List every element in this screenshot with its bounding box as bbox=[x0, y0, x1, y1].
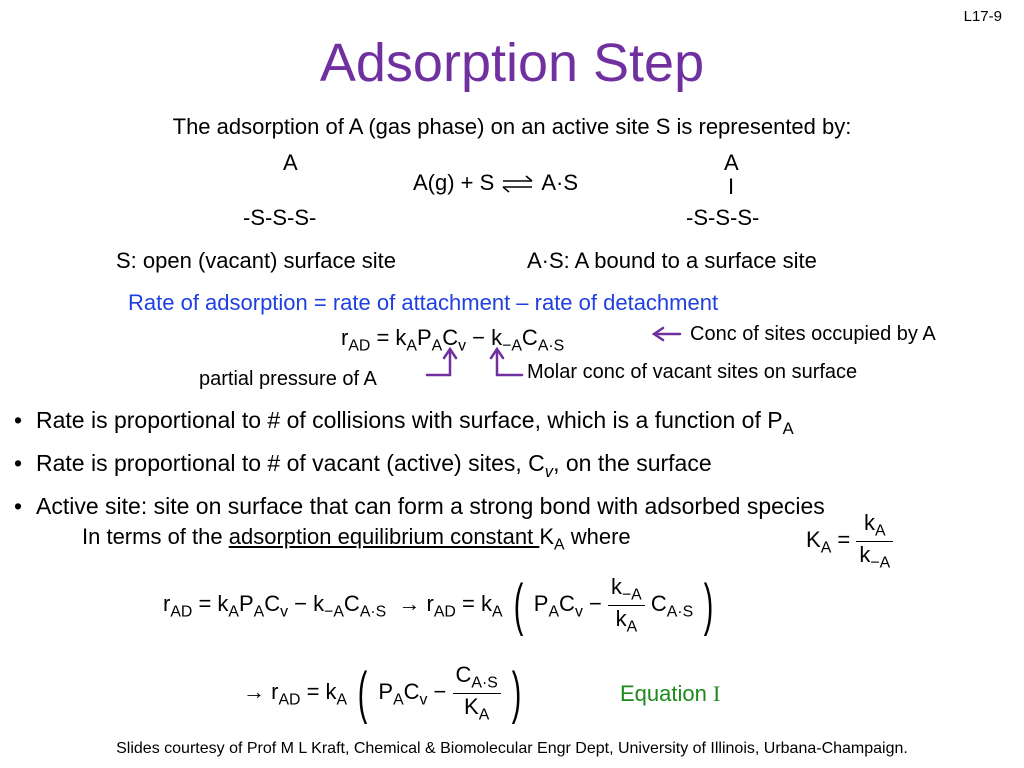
k-minus-subscript: −A bbox=[502, 337, 522, 355]
annotation-occupied: Conc of sites occupied by A bbox=[690, 323, 936, 345]
ka-fraction bbox=[856, 510, 893, 572]
arrow-occupied-icon bbox=[654, 328, 680, 340]
equation-label-text: Equation bbox=[620, 681, 707, 706]
ka-def-subscript: A bbox=[820, 539, 832, 557]
bullet-vacant-sites bbox=[14, 446, 825, 489]
pressure-subscript: A bbox=[431, 337, 443, 355]
arrow-partial-pressure-icon bbox=[427, 349, 456, 375]
rate-subscript: AD bbox=[348, 337, 371, 355]
equilibrium-pre: In terms of the bbox=[82, 524, 229, 549]
bullet-active-site: • Active site: site on surface that can form a strong bond with adsorbed species bbox=[14, 489, 825, 524]
equation-numeral: I bbox=[712, 681, 721, 706]
equation-label bbox=[620, 681, 720, 707]
equals-k: = k bbox=[370, 325, 407, 350]
reaction-lhs: A(g) + S bbox=[413, 170, 495, 195]
bullet-vacant-subscript: v bbox=[544, 461, 554, 481]
ka-subscript: A bbox=[406, 337, 417, 355]
bullet-vacant-text: Rate is proportional to # of vacant (active) sites, C bbox=[36, 449, 545, 476]
ka-den-subscript: −A bbox=[870, 554, 891, 572]
cv-subscript: v bbox=[458, 337, 467, 355]
ka-num-subscript: A bbox=[874, 522, 886, 540]
slide-number: L17-9 bbox=[963, 8, 1002, 25]
ka-symbol-subscript: A bbox=[554, 536, 565, 554]
cas-symbol: C bbox=[521, 325, 538, 350]
ka-def-equals: = bbox=[831, 526, 857, 552]
bullet-collisions bbox=[14, 403, 825, 446]
minus-k: − k bbox=[466, 325, 503, 350]
annotation-partial-pressure: partial pressure of A bbox=[199, 368, 377, 390]
intro-text: The adsorption of A (gas phase) on an active site S is represented by: bbox=[172, 114, 852, 139]
ka-den: k bbox=[859, 541, 871, 567]
bullet-collisions-subscript: A bbox=[782, 418, 794, 438]
equilibrium-term: adsorption equilibrium constant bbox=[228, 524, 540, 549]
arrow-vacant-sites-icon bbox=[491, 349, 522, 375]
annotation-vacant-sites: Molar conc of vacant sites on surface bbox=[527, 361, 858, 383]
left-site-adsorbate: A bbox=[283, 150, 298, 175]
left-site-surface: -S-S-S- bbox=[243, 205, 317, 230]
definition-open-site: S: open (vacant) surface site bbox=[116, 248, 397, 273]
cas-subscript: A·S bbox=[537, 337, 565, 355]
ka-def-symbol: K bbox=[806, 526, 821, 552]
reaction-rhs: A·S bbox=[541, 170, 579, 195]
bullet-list bbox=[14, 403, 825, 524]
pressure-symbol: P bbox=[416, 325, 432, 350]
right-site-bond: I bbox=[728, 174, 735, 199]
cv-symbol: C bbox=[442, 325, 459, 350]
equilibrium-statement bbox=[82, 524, 631, 555]
footer-credit: Slides courtesy of Prof M L Kraft, Chemical & Biomolecular Engr Dept, University of Illinois, Urbana-Champaign. bbox=[116, 740, 908, 757]
ka-num: k bbox=[863, 510, 875, 535]
derivation-line-2: → $r_{AD} = k_A$ ( $P_AC_v$ − $\frac{C_{A\cdot S}}{K_A}$ ) bbox=[243, 661, 522, 726]
equilibrium-where: where bbox=[564, 524, 631, 549]
rate-symbol: r bbox=[341, 325, 349, 350]
derivation-line-1: $r_{AD} = k_AP_AC_v - k_{-A}C_{A\cdot S} \to r_{AD} = k_A$ ( $P_AC_v$ − $\frac{k_{-A}}{k_A}$ $C_{A\cdot S}$ ) bbox=[163, 573, 714, 638]
ka-definition bbox=[806, 510, 893, 572]
ka-symbol: K bbox=[539, 524, 555, 549]
bullet-vacant-text-end: , on the surface bbox=[553, 449, 712, 476]
right-site-adsorbate: A bbox=[724, 150, 739, 175]
slide-title: Adsorption Step bbox=[319, 33, 705, 93]
right-site-surface: -S-S-S- bbox=[686, 205, 760, 230]
definition-bound-site: A·S: A bound to a surface site bbox=[527, 248, 817, 273]
bullet-collisions-text: Rate is proportional to # of collisions with surface, which is a function of P bbox=[36, 407, 783, 433]
rate-statement: Rate of adsorption = rate of attachment – rate of detachment bbox=[128, 290, 719, 315]
